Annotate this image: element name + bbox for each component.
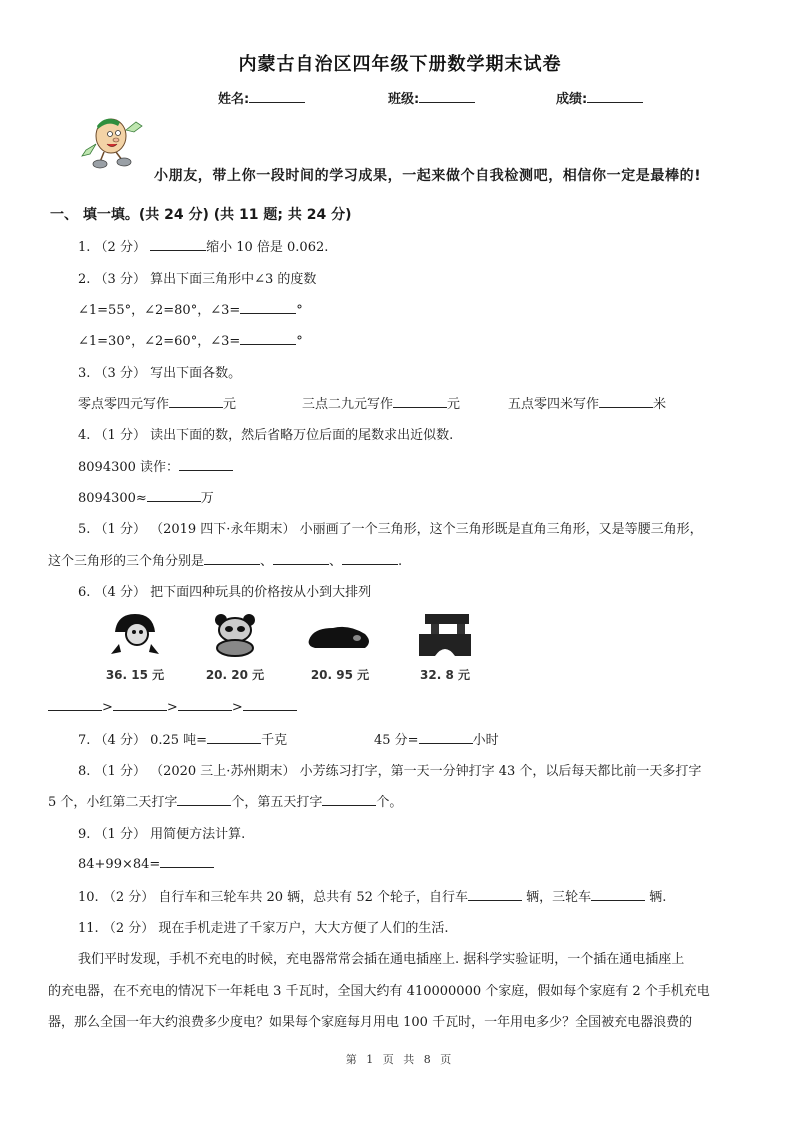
question-3	[78, 362, 241, 381]
question-9	[78, 823, 245, 842]
class-label: 班级:	[388, 92, 420, 107]
q4-blank-2[interactable]	[147, 488, 201, 502]
q5-sep-2: 、	[329, 554, 343, 569]
q6-text: 把下面四种玩具的价格按从小到大排列	[150, 585, 372, 600]
q3-part-a	[78, 393, 236, 412]
q1-text: 缩小 10 倍是 0.062.	[206, 240, 329, 255]
q5-line-2	[48, 550, 402, 569]
q10-end: 辆.	[645, 890, 667, 905]
q6-gt-1: >	[102, 700, 113, 715]
question-2	[78, 268, 316, 287]
q3-a-unit: 元	[223, 397, 237, 412]
score-label: 成绩:	[556, 92, 588, 107]
q2-blank-2[interactable]	[240, 331, 296, 345]
q1-blank[interactable]	[150, 237, 206, 251]
q9-blank[interactable]	[160, 854, 214, 868]
q8-line2a: 5 个，小红第二天打字	[48, 795, 178, 810]
score-blank[interactable]	[587, 89, 643, 103]
q3-b-unit: 元	[447, 397, 461, 412]
q3-number: 3.	[78, 366, 91, 381]
q2-line2-text: ∠1=30°，∠2=60°，∠3=	[78, 334, 241, 349]
q3-c-text: 五点零四米写作	[508, 397, 600, 412]
q7-part-b	[374, 729, 499, 748]
q7-blank-a[interactable]	[207, 730, 261, 744]
q3-blank-a[interactable]	[169, 394, 223, 408]
q8-blank-2[interactable]	[322, 792, 376, 806]
q2-line-1	[78, 299, 303, 318]
q6-blank-1[interactable]	[48, 697, 102, 711]
q2-score: （3 分）	[94, 272, 146, 287]
q1-score: （2 分）	[94, 240, 146, 255]
q4-text: 读出下面的数，然后省略万位后面的尾数求出近似数.	[150, 428, 454, 443]
q4-line1-text: 8094300 读作：	[78, 460, 180, 475]
q11-text: 现在手机走进了千家万户，大大方便了人们的生活.	[158, 921, 449, 936]
q1-number: 1.	[78, 240, 91, 255]
toy-doll	[90, 610, 180, 690]
motto-text: 小朋友，带上你一段时间的学习成果，一起来做个自我检测吧，相信你一定是最棒的!	[154, 168, 702, 184]
question-4	[78, 424, 453, 443]
q10-text: 自行车和三轮车共 20 辆，总共有 52 个轮子，自行车	[158, 890, 468, 905]
name-field[interactable]	[218, 88, 305, 107]
panda-toy-icon	[205, 610, 265, 660]
q6-blank-3[interactable]	[178, 697, 232, 711]
q10-mid: 辆，三轮车	[522, 890, 592, 905]
q11-number: 11.	[78, 921, 99, 936]
q7-blank-b[interactable]	[419, 730, 473, 744]
q3-blank-c[interactable]	[599, 394, 653, 408]
q9-expression	[78, 854, 214, 872]
q8-number: 8.	[78, 764, 91, 779]
q5-blank-1[interactable]	[204, 551, 260, 565]
question-5	[78, 518, 703, 537]
q10-blank-1[interactable]	[468, 887, 522, 901]
q4-score: （1 分）	[94, 428, 146, 443]
q8-line2c: 个。	[376, 795, 403, 810]
q3-b-text: 三点二九元写作	[302, 397, 394, 412]
class-blank[interactable]	[419, 89, 475, 103]
q10-number: 10.	[78, 890, 99, 905]
q2-line-2	[78, 330, 303, 349]
toy-price: 20. 20 元	[205, 668, 265, 682]
q2-number: 2.	[78, 272, 91, 287]
q5-end: .	[398, 554, 403, 569]
q3-score: （3 分）	[94, 366, 146, 381]
q11-score: （2 分）	[102, 921, 155, 936]
q2-line1-text: ∠1=55°，∠2=80°，∠3=	[78, 303, 241, 318]
q6-score: （4 分）	[94, 585, 146, 600]
q5-blank-3[interactable]	[342, 551, 398, 565]
mascot-icon	[76, 112, 148, 170]
q3-text: 写出下面各数。	[150, 366, 242, 381]
q4-line-1	[78, 456, 233, 475]
question-6	[78, 581, 371, 600]
q8-line2b: 个，第五天打字	[231, 795, 323, 810]
q2-degree-2: °	[296, 334, 303, 349]
question-11	[78, 917, 449, 936]
q2-blank-1[interactable]	[240, 300, 296, 314]
q6-number: 6.	[78, 585, 91, 600]
q6-blank-4[interactable]	[243, 697, 297, 711]
q6-gt-2: >	[166, 700, 178, 715]
q9-score: （1 分）	[94, 827, 146, 842]
q6-gt-3: >	[231, 700, 243, 715]
q11-paragraph-line-2: 的充电器，在不充电的情况下一年耗电 3 千瓦时，全国大约有 410000000 个家庭，假如每个家庭有 2 个手机充电	[48, 984, 710, 999]
q2-text: 算出下面三角形中∠3 的度数	[150, 272, 317, 287]
score-field[interactable]	[556, 88, 643, 107]
q11-paragraph-line-3: 器，那么全国一年大约浪费多少度电？如果每个家庭每月用电 100 千瓦时，一年用电多少？全国被充电器浪费的	[48, 1015, 693, 1030]
q5-blank-2[interactable]	[273, 551, 329, 565]
q2-degree-1: °	[296, 303, 303, 318]
q7-a-unit: 千克	[261, 733, 288, 748]
toys-image	[90, 610, 490, 690]
q3-part-c	[508, 393, 666, 412]
q9-expr-text: 84+99×84=	[78, 857, 161, 872]
q3-a-text: 零点零四元写作	[78, 397, 170, 412]
question-1	[78, 236, 328, 255]
q7-score: （4 分）	[94, 733, 146, 748]
name-blank[interactable]	[249, 89, 305, 103]
blocks-toy-icon	[415, 610, 475, 660]
q8-blank-1[interactable]	[177, 792, 231, 806]
question-8	[78, 760, 701, 779]
page-number: 第 1 页 共 8 页	[345, 1053, 455, 1066]
q8-text: 小芳练习打字，第一天一分钟打字 43 个，以后每天都比前一天多打字	[299, 764, 702, 779]
q4-unit: 万	[200, 491, 214, 506]
q4-blank-1[interactable]	[179, 457, 233, 471]
q10-blank-2[interactable]	[591, 887, 645, 901]
toy-panda	[190, 610, 280, 690]
class-field[interactable]	[388, 88, 475, 107]
question-7	[78, 729, 287, 748]
toy-car	[295, 610, 385, 690]
q5-source: （2019 四下·永年期末）	[150, 522, 296, 537]
q3-c-unit: 米	[653, 397, 667, 412]
q4-line-2	[78, 487, 214, 506]
q5-sep-1: 、	[260, 554, 274, 569]
q7-a-text: 0.25 吨=	[150, 733, 208, 748]
q6-blank-2[interactable]	[113, 697, 167, 711]
q7-b-text: 45 分=	[374, 733, 419, 748]
section-heading: 一、 填一填。(共 24 分) (共 11 题; 共 24 分)	[50, 207, 352, 223]
q7-number: 7.	[78, 733, 91, 748]
q11-paragraph-line-1: 我们平时发现，手机不充电的时候，充电器常常会插在通电插座上. 据科学实验证明，一个插在通电插座上	[78, 952, 685, 967]
q8-score: （1 分）	[94, 764, 146, 779]
q9-text: 用简便方法计算.	[150, 827, 246, 842]
q6-answer-line	[48, 697, 297, 715]
q4-line2-text: 8094300≈	[78, 491, 147, 506]
q5-text: 小丽画了一个三角形，这个三角形既是直角三角形，又是等腰三角形，	[299, 522, 703, 537]
q5-number: 5.	[78, 522, 91, 537]
q8-line-2	[48, 791, 402, 810]
q4-number: 4.	[78, 428, 91, 443]
q8-source: （2020 三上·苏州期末）	[150, 764, 296, 779]
doll-toy-icon	[105, 610, 165, 660]
toy-price: 20. 95 元	[310, 668, 370, 682]
q7-b-unit: 小时	[472, 733, 499, 748]
car-toy-icon	[305, 610, 375, 660]
toy-price: 32. 8 元	[420, 668, 470, 682]
q5-score: （1 分）	[94, 522, 146, 537]
exam-title: 内蒙古自治区四年级下册数学期末试卷	[238, 54, 562, 75]
toy-blocks	[400, 610, 490, 690]
q9-number: 9.	[78, 827, 91, 842]
toy-price: 36. 15 元	[105, 668, 165, 682]
q10-score: （2 分）	[102, 890, 155, 905]
question-10	[78, 886, 666, 905]
q3-blank-b[interactable]	[393, 394, 447, 408]
q3-part-b	[302, 393, 460, 412]
name-label: 姓名:	[218, 92, 250, 107]
q5-line2-text: 这个三角形的三个角分别是	[48, 554, 205, 569]
